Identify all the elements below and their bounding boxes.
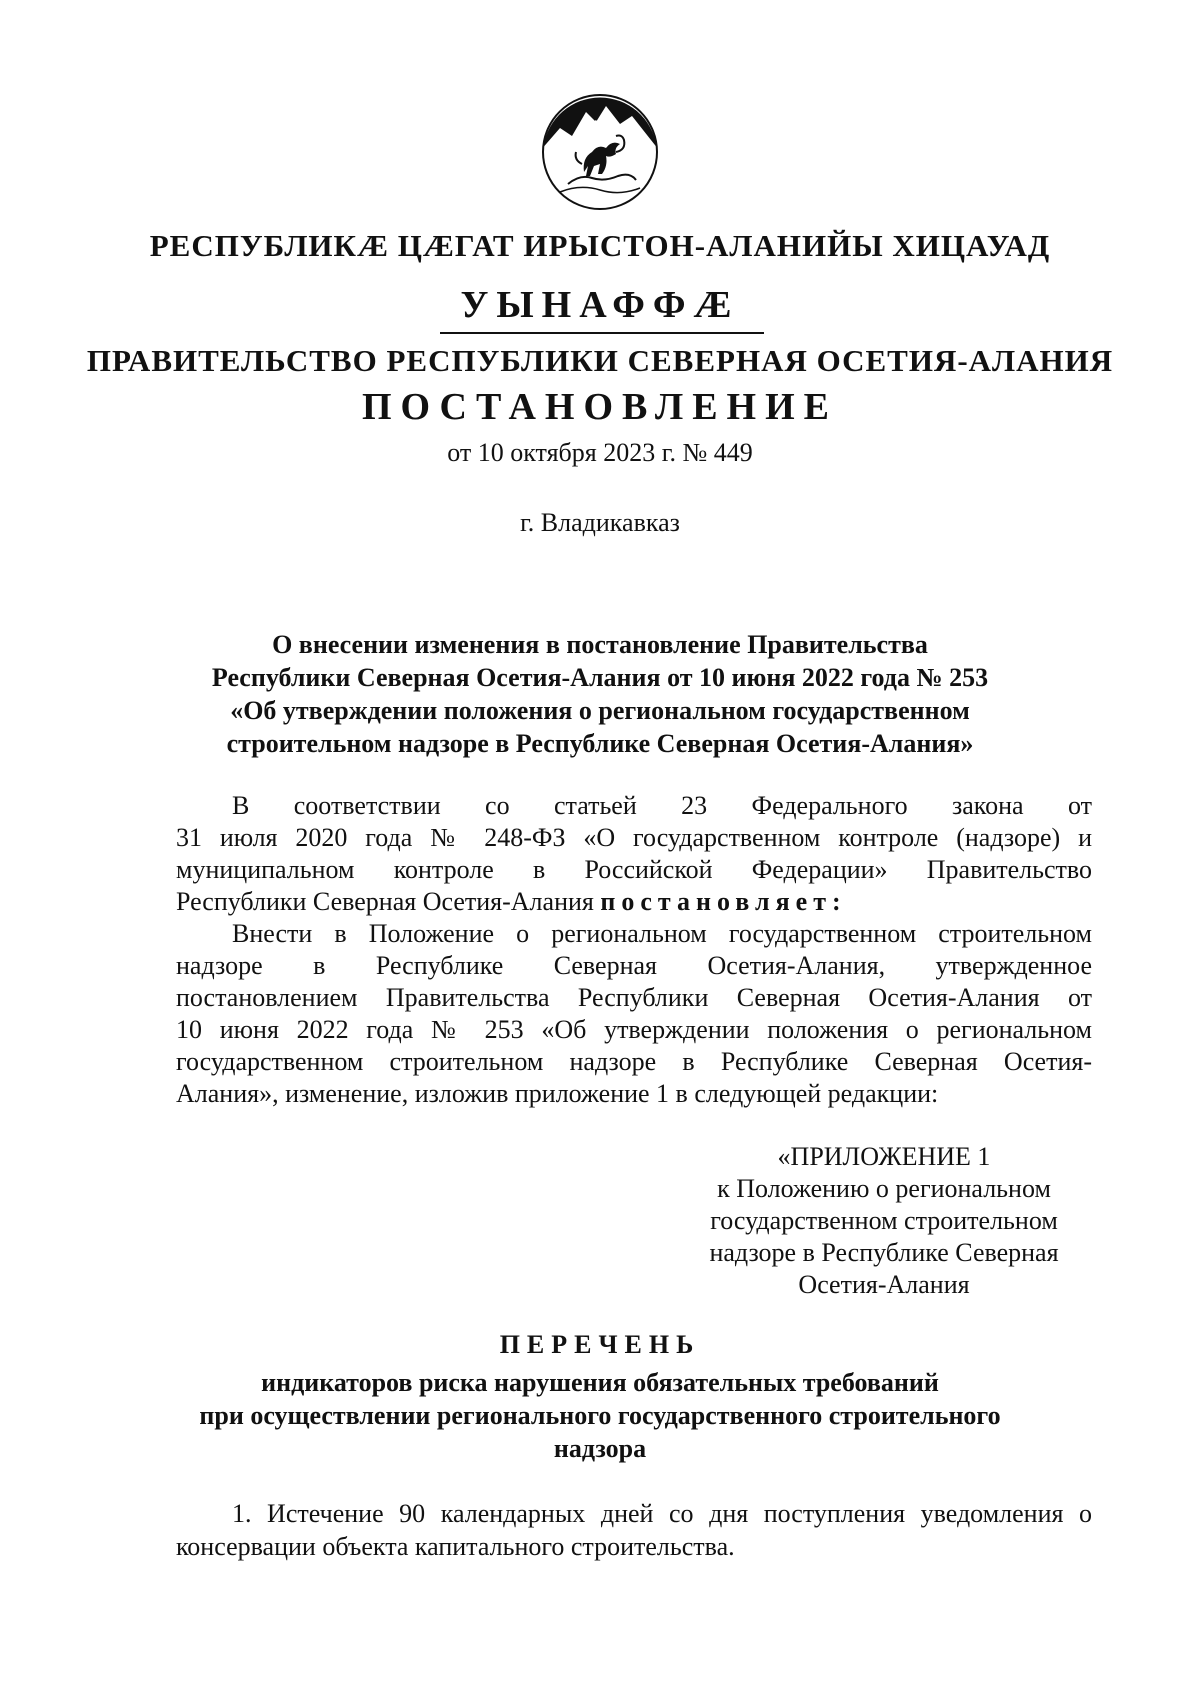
russian-document-type: ПОСТАНОВЛЕНИЕ — [361, 386, 839, 428]
annex-line: надзоре в Республике Северная — [709, 1238, 1059, 1267]
annex-line: государственном строительном — [710, 1206, 1058, 1235]
paragraph-line: Внести в Положение о региональном государственном строительном — [232, 919, 1092, 948]
list-item-line: 1. Истечение 90 календарных дней со дня поступления уведомления о — [232, 1499, 1092, 1528]
subject-line: О внесении изменения в постановление Правительства — [272, 630, 928, 659]
annex-line: «ПРИЛОЖЕНИЕ 1 — [777, 1142, 991, 1171]
paragraph-line: 31 июля 2020 года № 248-ФЗ «О государственном контроле (надзоре) и — [176, 823, 1092, 852]
document-subject — [140, 628, 1060, 760]
list-subtitle-line: при осуществлении регионального государственного строительного — [199, 1401, 1001, 1430]
subject-line: строительном надзоре в Республике Северная Осетия-Алания» — [226, 729, 974, 758]
ossetian-document-type: УЫНАФФÆ — [460, 284, 740, 326]
paragraph-line: Алания», изменение, изложив приложение 1 в следующей редакции: — [176, 1079, 939, 1108]
annex-line: к Положению о региональном — [717, 1174, 1051, 1203]
paragraph-line: постановлением Правительства Республики Северная Осетия-Алания от — [176, 983, 1092, 1012]
document-date-number: от 10 октября 2023 г. № 449 — [447, 438, 753, 467]
list-subtitle-line: индикаторов риска нарушения обязательных требований — [261, 1368, 939, 1397]
paragraph-line: муниципальном контроле в Российской Федерации» Правительство — [176, 855, 1092, 884]
paragraph-line: надзоре в Республике Северная Осетия-Алания, утвержденное — [176, 951, 1092, 980]
header-divider — [440, 332, 764, 334]
decree-word: постановляет: — [600, 887, 847, 916]
coat-of-arms-emblem — [540, 92, 660, 212]
preamble-paragraph — [176, 790, 1092, 918]
list-title: ПЕРЕЧЕНЬ — [499, 1330, 701, 1359]
paragraph-line: 10 июня 2022 года № 253 «Об утверждении положения о региональном — [176, 1015, 1092, 1044]
subject-line: «Об утверждении положения о региональном государственном — [230, 696, 970, 725]
paragraph-line — [176, 886, 1092, 918]
amendment-paragraph — [176, 918, 1092, 1110]
ossetian-authority-heading: РЕСПУБЛИКÆ ЦÆГАТ ИРЫСТОН-АЛАНИЙЫ ХИЦАУАД — [149, 228, 1051, 263]
russian-authority-heading: ПРАВИТЕЛЬСТВО РЕСПУБЛИКИ СЕВЕРНАЯ ОСЕТИЯ-АЛАНИЯ — [86, 343, 1114, 378]
paragraph-line-text: Республики Северная Осетия-Алания — [176, 887, 594, 916]
paragraph-line: В соответствии со статьей 23 Федерального закона от — [232, 791, 1092, 820]
list-item-line: консервации объекта капитального строительства. — [176, 1532, 735, 1561]
subject-line: Республики Северная Осетия-Алания от 10 июня 2022 года № 253 — [211, 663, 989, 692]
paragraph-line: государственном строительном надзоре в Республике Северная Осетия- — [176, 1047, 1092, 1076]
list-subtitle-line: надзора — [553, 1434, 647, 1463]
document-city: г. Владикавказ — [520, 508, 680, 537]
annex-heading — [684, 1141, 1084, 1301]
list-item — [176, 1497, 1092, 1563]
list-subtitle — [140, 1366, 1060, 1465]
annex-line: Осетия-Алания — [798, 1270, 970, 1299]
